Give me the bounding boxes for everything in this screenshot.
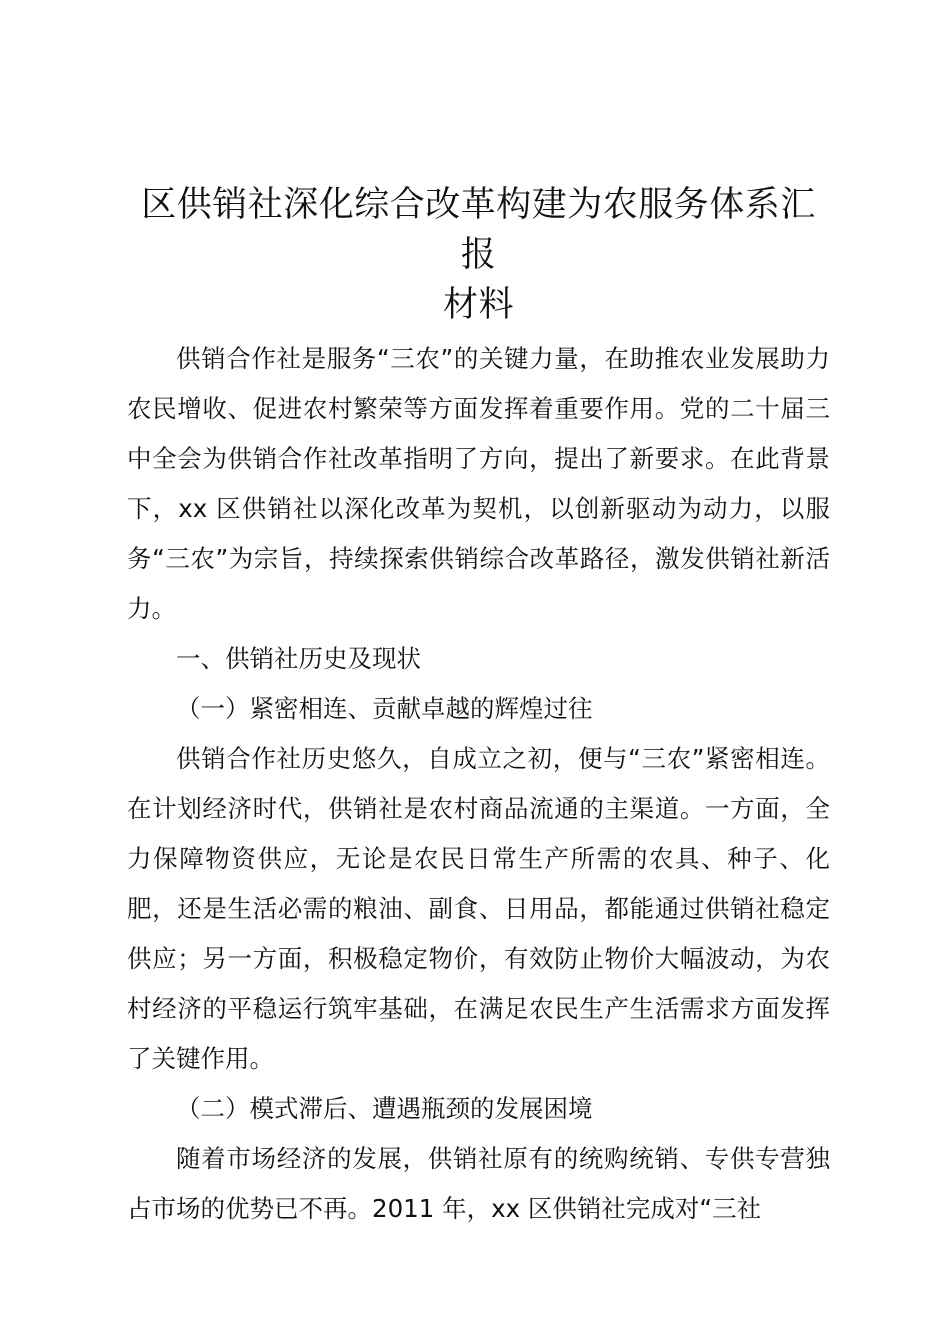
title-line-1: 区供销社深化综合改革构建为农服务体系汇报 <box>141 185 816 275</box>
subsection-1-paragraph: 供销合作社历史悠久，自成立之初，便与“三农”紧密相连。在计划经济时代，供销社是农村商品流通的主渠道。一方面，全力保障物资供应，无论是农民日常生产所需的农具、种子、化肥，还是生活必需的粮油、副食、日用品，都能通过供销社稳定供应；另一方面，积极稳定物价，有效防止物价大幅波动，为农村经济的平稳运行筑牢基础，在满足农民生产生活需求方面发挥了关键作用。 <box>127 744 830 1073</box>
subsection-heading-1: （一）紧密相连、贡献卓越的辉煌过往 <box>176 694 593 723</box>
subsection-2-paragraph: 随着市场经济的发展，供销社原有的统购统销、专供专营独占市场的优势已不再。2011 年，xx 区供销社完成对“三社 <box>127 1144 830 1223</box>
title-line-2: 材料 <box>442 285 514 325</box>
subsection-heading-2: （二）模式滞后、遭遇瓶颈的发展困境 <box>176 1094 593 1123</box>
intro-paragraph: 供销合作社是服务“三农”的关键力量，在助推农业发展助力农民增收、促进农村繁荣等方面发挥着重要作用。党的二十届三中全会为供销合作社改革指明了方向，提出了新要求。在此背景下，xx 区供销社以深化改革为契机，以创新驱动为动力，以服务“三农”为宗旨，持续探索供销综合改革路径，激发供销社新活力。 <box>127 344 830 623</box>
section-heading-1: 一、供销社历史及现状 <box>176 644 421 673</box>
document-page <box>127 180 830 1234</box>
document-title <box>127 180 830 330</box>
